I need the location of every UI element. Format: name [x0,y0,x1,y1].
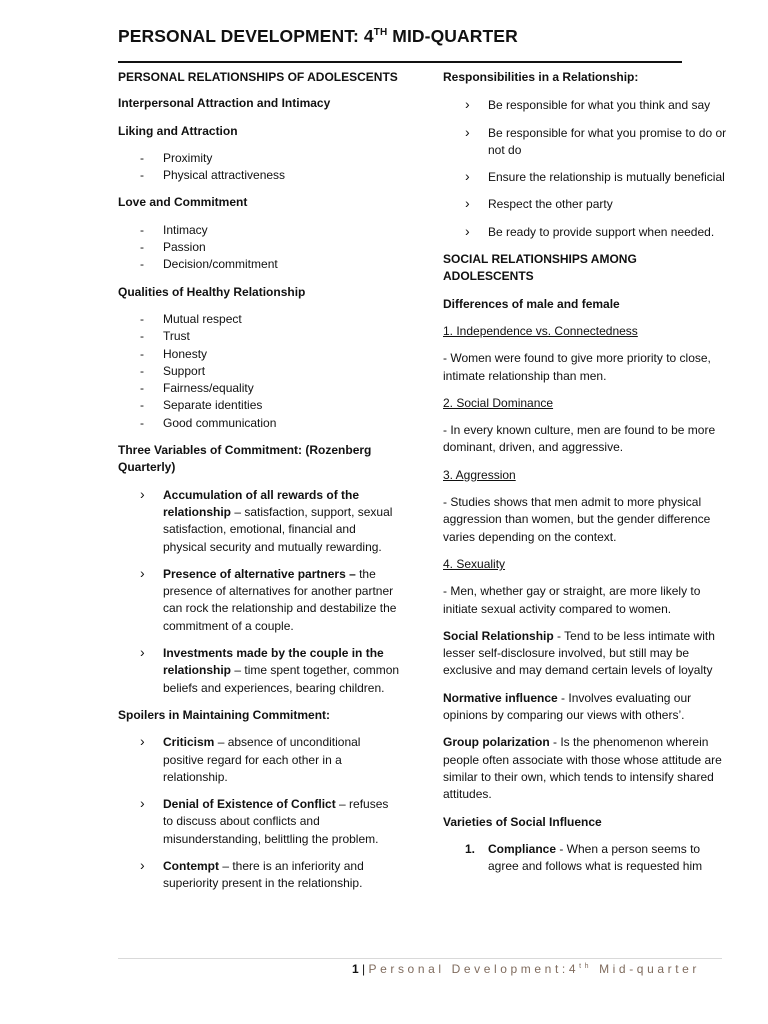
item-term: Criticism [163,735,215,750]
definition-term: Normative influence [443,690,558,705]
list-item [118,487,400,556]
title-main: PERSONAL DEVELOPMENT: 4 [118,26,374,46]
list-item: - Support [118,363,400,380]
left-column [118,69,400,903]
list-item: - Trust [118,328,400,345]
list-item: - Passion [118,239,400,256]
footer-text-end: Mid-quarter [592,962,701,976]
definition-desc: - Tend to be less intimate with lesser self-disclosure involved, but still may be exclusive and may demand certain levels of loyalty [443,628,715,678]
footer-separator: | [358,962,369,976]
definition-desc: - Is the phenomenon wherein people often associate with those whose attitude are similar to their own, which tends to intensify shared attitudes. [443,735,722,802]
liking-list [118,150,400,185]
list-item: - Physical attractiveness [118,167,400,184]
subheading-varieties: Varieties of Social Influence [443,814,602,829]
list-item: - Separate identities [118,397,400,414]
difference-text: - In every known culture, men are found to be more dominant, driven, and aggressive. [443,423,716,455]
item-desc: - When a person seems to agree and follows what is requested him [488,841,703,874]
item-term: Accumulation of all rewards of the relationship [163,487,360,519]
list-item: › Be responsible for what you promise to do or not do [443,125,728,160]
footer-superscript: th [579,963,593,970]
definition-group-polarization [443,734,728,803]
page-number: 1 [352,962,359,976]
list-item [118,645,400,697]
difference-title: 4. Sexuality [443,556,506,571]
difference-text: - Studies shows that men admit to more physical aggression than women, but the gender difference varies depending on the context. [443,495,711,544]
item-term: Presence of alternative partners – [163,566,356,581]
list-item: - Honesty [118,346,400,363]
list-item [118,734,400,786]
item-term: Compliance [488,841,557,856]
subheading-differences: Differences of male and female [443,296,620,311]
qualities-list [118,311,400,432]
list-item: › Be responsible for what you think and say [443,97,728,114]
page-title [118,26,518,47]
definition-social-relationship [443,628,728,680]
subheading-qualities: Qualities of Healthy Relationship [118,284,306,299]
item-term: Investments made by the couple in the relationship [163,646,384,678]
list-item [118,566,400,635]
subheading-responsibilities: Responsibilities in a Relationship: [443,70,639,84]
item-desc: – satisfaction, support, sexual satisfaction, emotional, financial and physical security and mutually rewarding. [163,504,393,554]
title-underline [118,61,682,63]
footer-text: Personal Development:4 [368,962,580,976]
list-item: - Intimacy [118,222,400,239]
definition-term: Group polarization [443,735,550,750]
list-item: › Respect the other party [443,196,728,213]
difference-text: - Women were found to give more priority to close, intimate relationship than men. [443,351,711,383]
difference-title: 1. Independence vs. Connectedness [443,323,638,338]
footer-divider [118,958,722,959]
variables-list [118,487,400,697]
list-item: › Ensure the relationship is mutually beneficial [443,169,728,186]
subheading-three-variables: Three Variables of Commitment: (Rozenberg Quarterly) [118,443,372,475]
definition-desc: - Involves evaluating our opinions by comparing our views with others’. [443,690,692,723]
item-desc: – absence of unconditional positive regard for each other in a relationship. [163,735,361,784]
item-desc: the presence of alternatives for another partner can rock the relationship and destabilize the commitment of a couple. [163,566,397,633]
list-item: - Mutual respect [118,311,400,328]
item-number: 1. [465,841,476,856]
subheading-interpersonal-attraction: Interpersonal Attraction and Intimacy [118,96,331,111]
difference-title: 2. Social Dominance [443,395,554,410]
varieties-list [443,841,728,876]
difference-text: - Men, whether gay or straight, are more likely to initiate sexual activity compared to women. [443,584,701,616]
definition-normative-influence [443,690,728,725]
difference-title: 3. Aggression [443,467,516,482]
list-item: - Fairness/equality [118,380,400,397]
title-superscript: TH [373,27,388,39]
list-item: - Good communication [118,415,400,432]
list-item: - Decision/commitment [118,256,400,273]
definition-term: Social Relationship [443,628,554,643]
subheading-love-commitment: Love and Commitment [118,195,248,210]
item-desc: – refuses to discuss about conflicts and misunderstanding, belittling the problem. [163,797,389,846]
love-list [118,222,400,274]
list-item [118,858,400,893]
responsibilities-list [443,97,728,241]
right-column [443,69,728,885]
list-item [443,841,728,876]
item-desc: – time spent together, common beliefs and experiences, bearing children. [163,663,400,695]
page-footer [352,962,700,976]
list-item: › Be ready to provide support when needed. [443,224,728,241]
spoilers-list [118,734,400,892]
item-term: Contempt [163,858,219,873]
section-heading-social-relationships: SOCIAL RELATIONSHIPS AMONG ADOLESCENTS [443,252,637,284]
list-item [118,796,400,848]
section-heading-personal-relationships: PERSONAL RELATIONSHIPS OF ADOLESCENTS [118,70,398,84]
list-item: - Proximity [118,150,400,167]
item-desc: – there is an inferiority and superiority present in the relationship. [163,858,364,891]
title-end: MID-QUARTER [387,26,518,46]
item-term: Denial of Existence of Conflict [163,797,336,812]
subheading-spoilers: Spoilers in Maintaining Commitment: [118,707,331,722]
subheading-liking-attraction: Liking and Attraction [118,123,238,138]
